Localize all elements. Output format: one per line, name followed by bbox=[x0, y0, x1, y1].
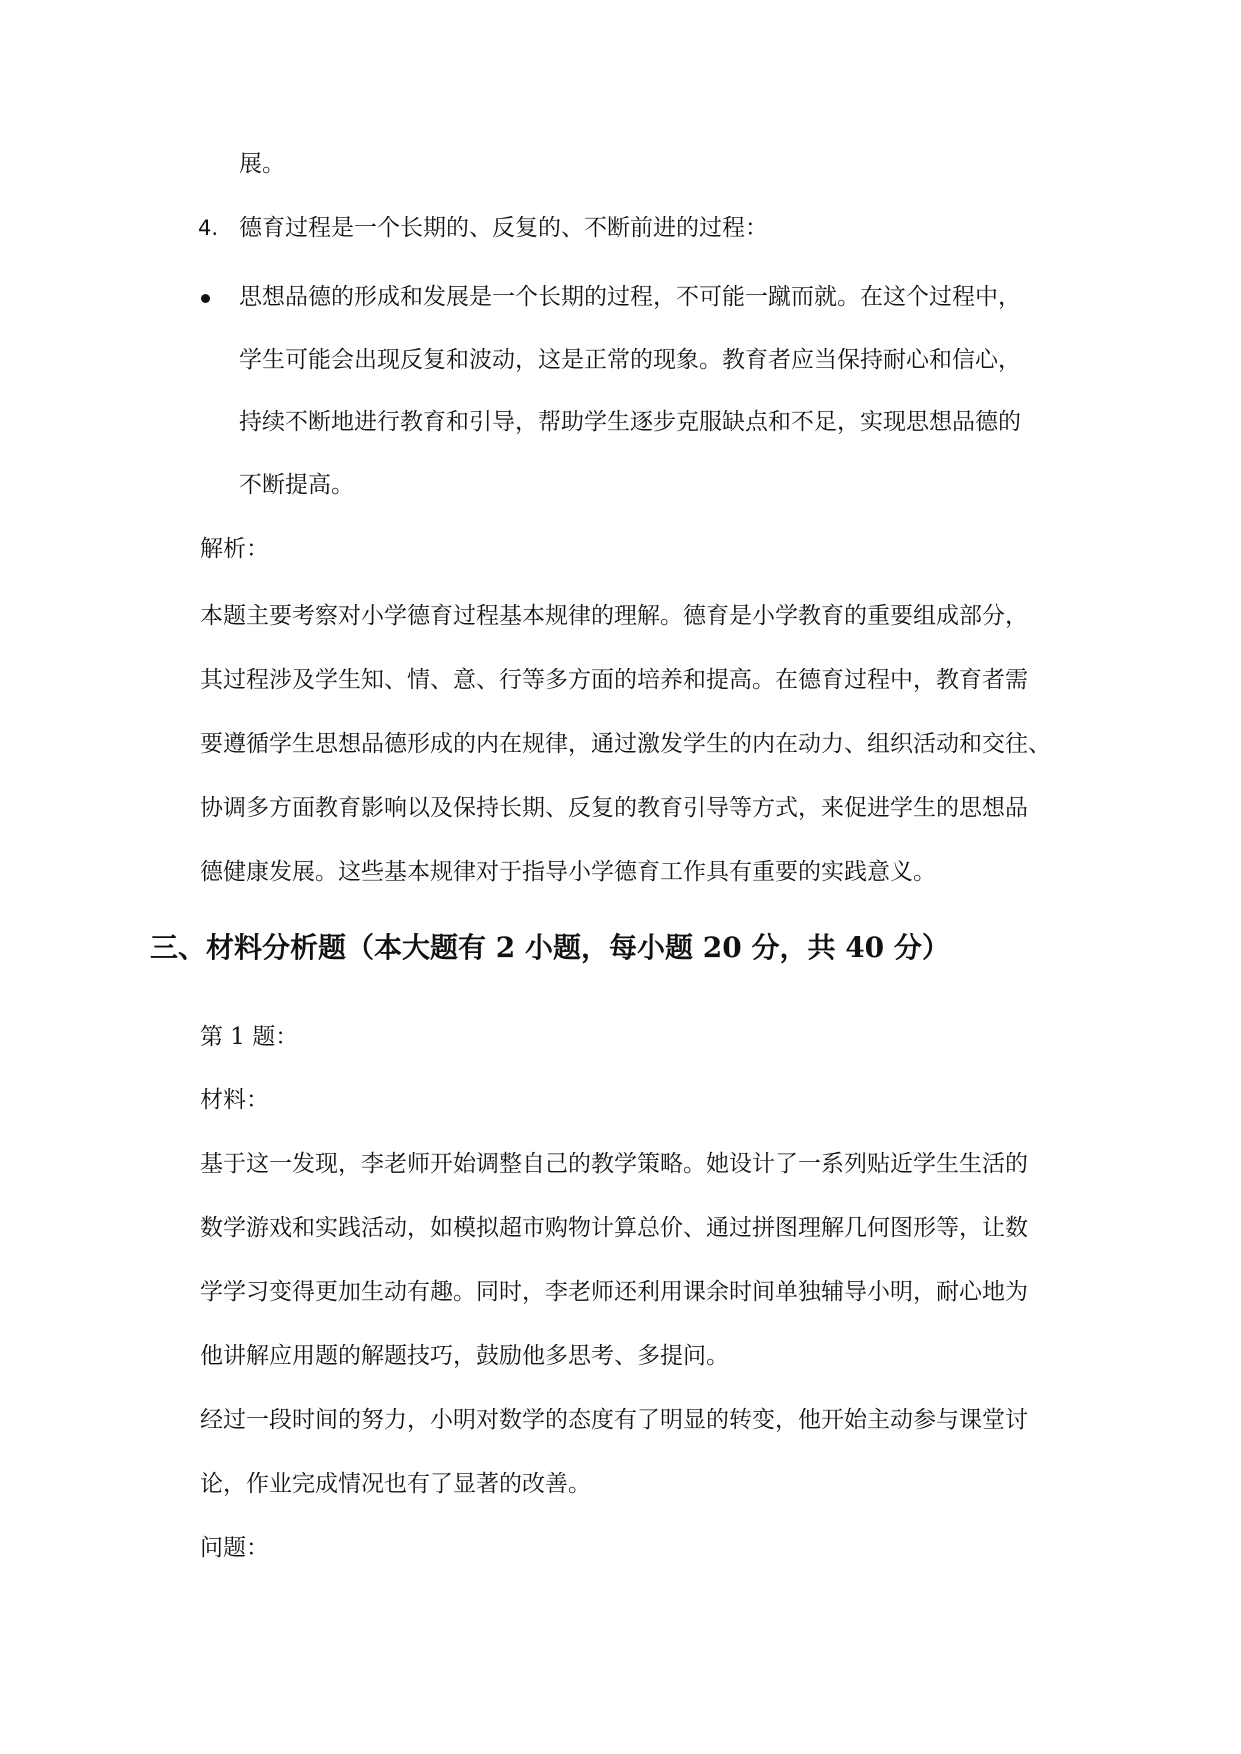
material-line: 学学习变得更加生动有趣。同时，李老师还利用课余时间单独辅导小明，耐心地为 bbox=[200, 1279, 1028, 1305]
question-prompt-label: 问题： bbox=[200, 1535, 269, 1561]
material-line: 他讲解应用题的解题技巧，鼓励他多思考、多提问。 bbox=[200, 1343, 729, 1369]
bullet-icon bbox=[201, 294, 210, 303]
analysis-line: 协调多方面教育影响以及保持长期、反复的教育引导等方式，来促进学生的思想品 bbox=[200, 795, 1028, 821]
material-line: 基于这一发现，李老师开始调整自己的教学策略。她设计了一系列贴近学生生活的 bbox=[200, 1151, 1028, 1177]
item-4-bullet-line: 持续不断地进行教育和引导，帮助学生逐步克服缺点和不足，实现思想品德的 bbox=[239, 409, 1021, 435]
item-4-bullet-line: 思想品德的形成和发展是一个长期的过程，不可能一蹴而就。在这个过程中， bbox=[239, 284, 1021, 310]
analysis-line: 德健康发展。这些基本规律对于指导小学德育工作具有重要的实践意义。 bbox=[200, 859, 936, 885]
material-line: 数学游戏和实践活动，如模拟超市购物计算总价、通过拼图理解几何图形等，让数 bbox=[200, 1215, 1028, 1241]
material-line: 经过一段时间的努力，小明对数学的态度有了明显的转变，他开始主动参与课堂讨 bbox=[200, 1407, 1028, 1433]
material-line: 论，作业完成情况也有了显著的改善。 bbox=[200, 1471, 591, 1497]
analysis-line: 其过程涉及学生知、情、意、行等多方面的培养和提高。在德育过程中，教育者需 bbox=[200, 667, 1028, 693]
question-label: 第 1 题： bbox=[200, 1024, 299, 1050]
item-4-bullet-line: 不断提高。 bbox=[239, 472, 354, 498]
item-4-title: 德育过程是一个长期的、反复的、不断前进的过程： bbox=[239, 215, 768, 241]
item-4-number: 4. bbox=[198, 216, 219, 240]
item-4-bullet-line: 学生可能会出现反复和波动，这是正常的现象。教育者应当保持耐心和信心， bbox=[239, 347, 1021, 373]
material-label: 材料： bbox=[200, 1087, 269, 1113]
section-heading: 三、材料分析题（本大题有 2 小题，每小题 20 分，共 40 分） bbox=[150, 931, 950, 964]
analysis-label: 解析： bbox=[200, 536, 269, 562]
prev-item-continuation: 展。 bbox=[239, 151, 285, 177]
analysis-line: 要遵循学生思想品德形成的内在规律，通过激发学生的内在动力、组织活动和交往、 bbox=[200, 731, 1051, 757]
analysis-line: 本题主要考察对小学德育过程基本规律的理解。德育是小学教育的重要组成部分， bbox=[200, 603, 1028, 629]
